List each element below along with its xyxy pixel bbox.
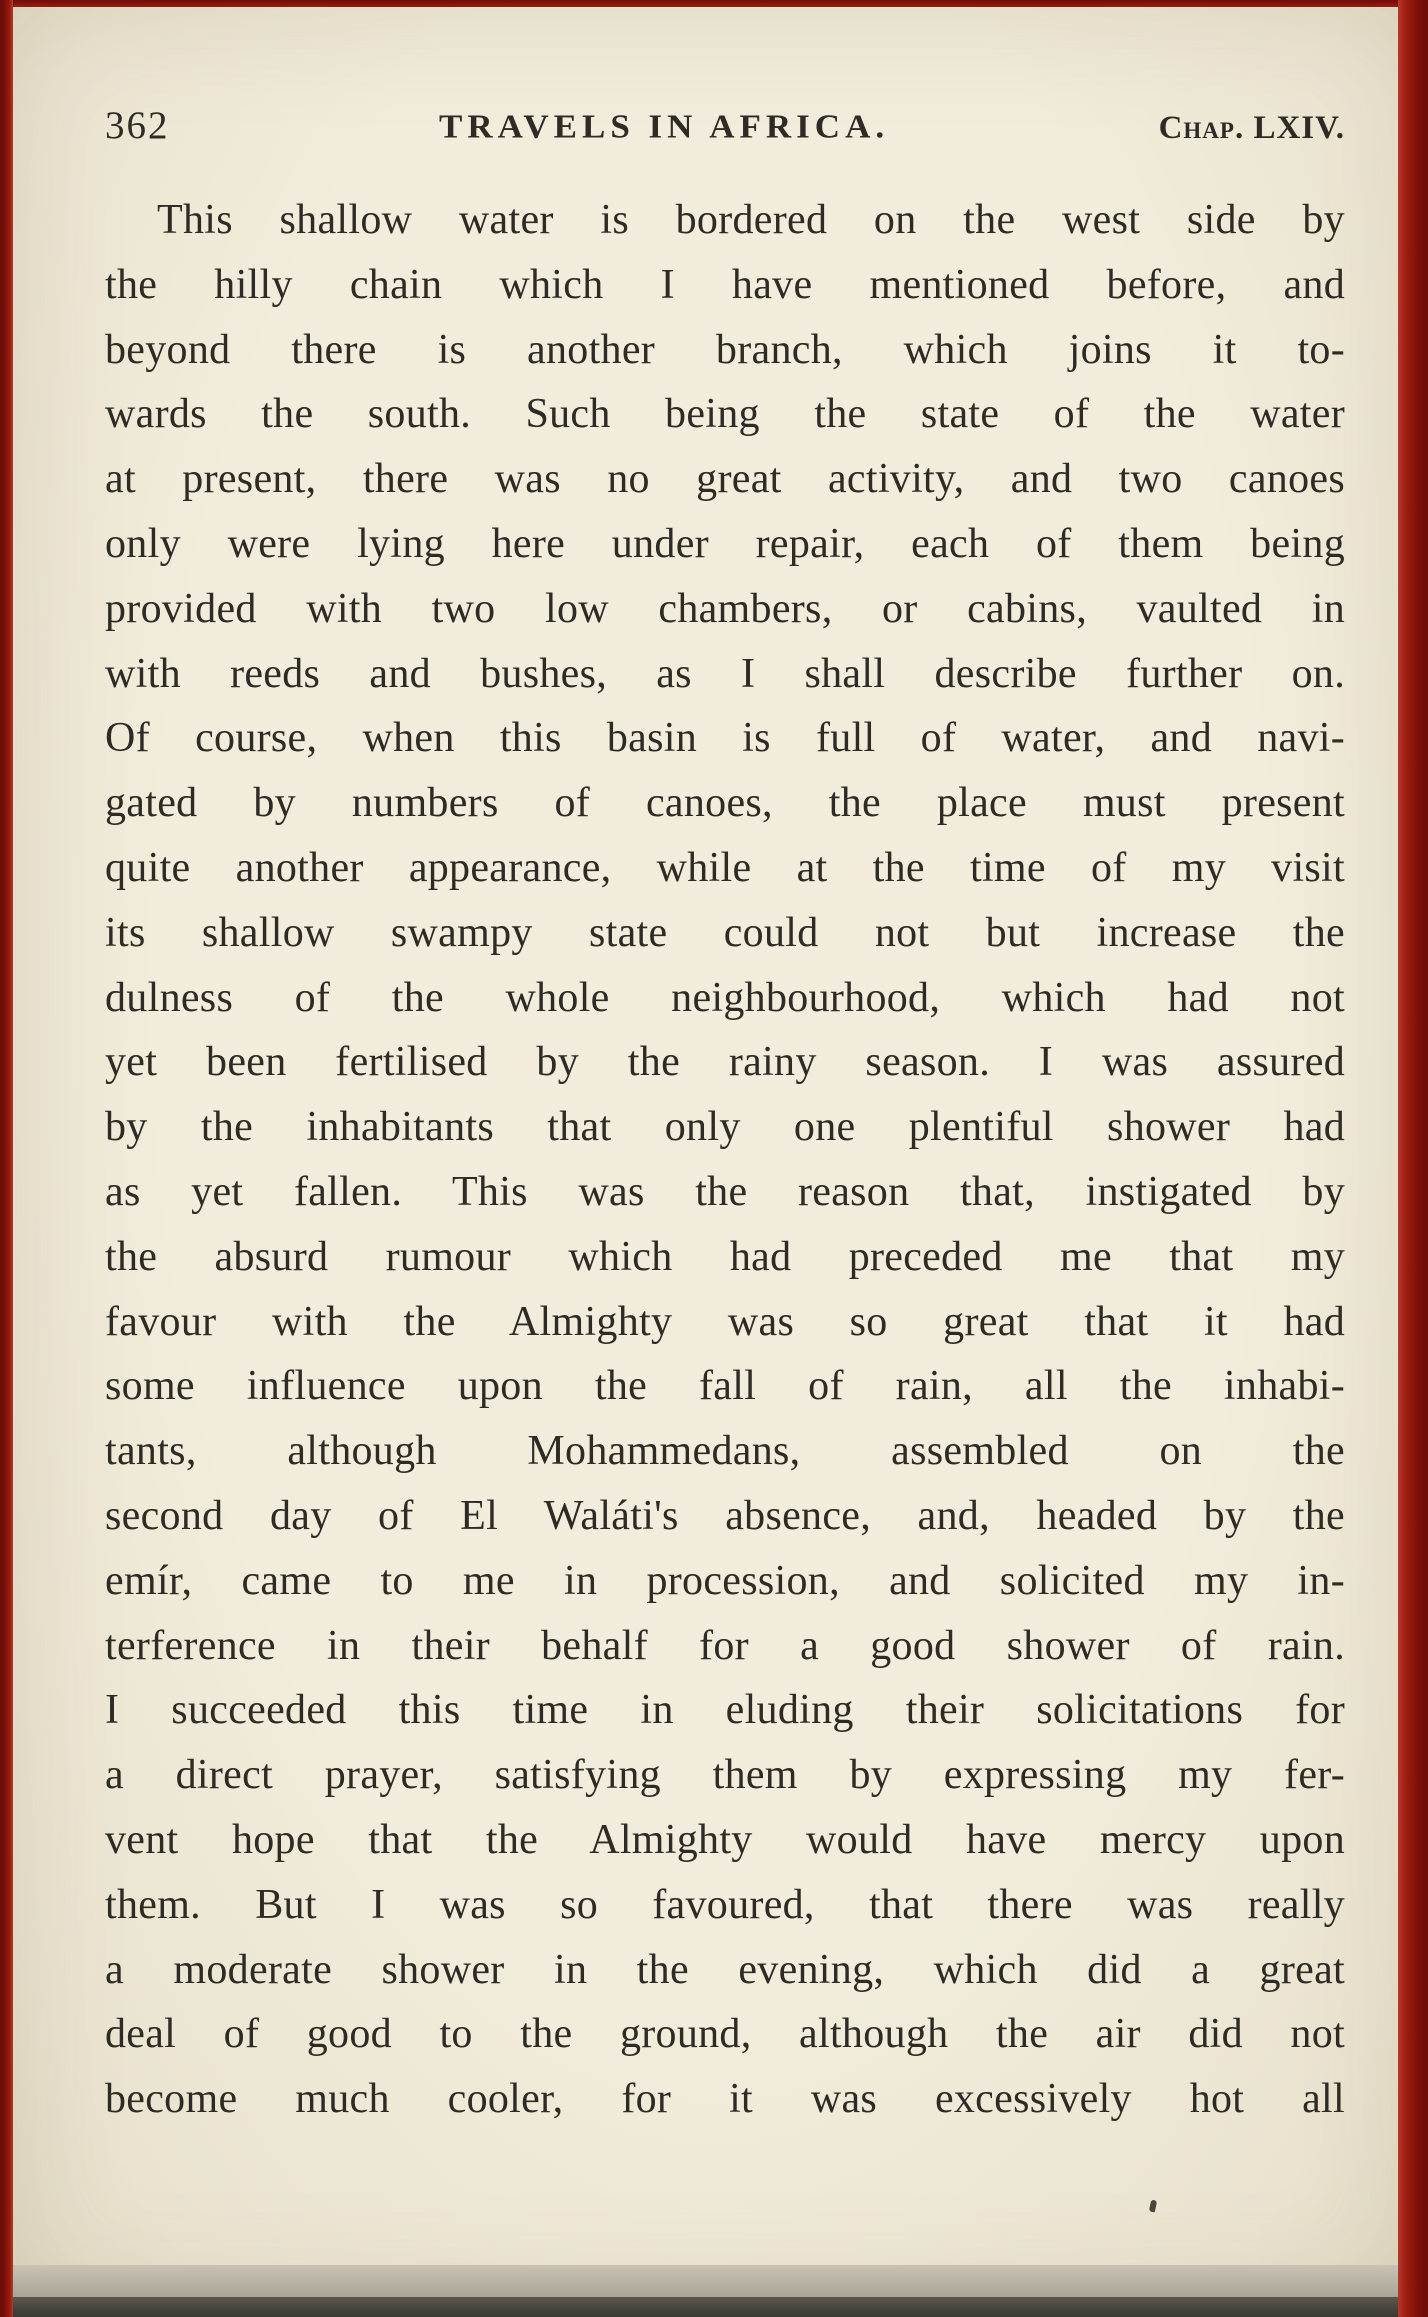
page-header: [105, 106, 1345, 145]
text-line: vent hope that the Almighty would have mercy upon: [105, 1816, 1345, 1863]
scan-strip-dark: [0, 2297, 1428, 2317]
text-line: with reeds and bushes, as I shall describe further on.: [105, 650, 1345, 697]
text-line: emír, came to me in procession, and solicited my in-: [105, 1557, 1345, 1604]
text-line: yet been fertilised by the rainy season. I was assured: [105, 1039, 1345, 1086]
page-edge-top: [0, 0, 1428, 7]
text-line: become much cooler, for it was excessively hot all: [105, 2076, 1345, 2123]
text-line: I succeeded this time in eluding their solicitations for: [105, 1687, 1345, 1734]
text-line: them. But I was so favoured, that there was really: [105, 1881, 1345, 1928]
text-line: a moderate shower in the evening, which did a great: [105, 1946, 1345, 1993]
text-line: as yet fallen. This was the reason that, instigated by: [105, 1168, 1345, 1215]
text-line: second day of El Waláti's absence, and, headed by the: [105, 1492, 1345, 1539]
text-line: dulness of the whole neighbourhood, which had not: [105, 974, 1345, 1021]
text-line: tants, although Mohammedans, assembled on the: [105, 1428, 1345, 1475]
text-line: some influence upon the fall of rain, all the inhabi-: [105, 1363, 1345, 1410]
page-edge-left: [0, 0, 13, 2317]
body-text: [105, 188, 1345, 2132]
ink-speck: [1149, 2200, 1157, 2213]
text-line: gated by numbers of canoes, the place must present: [105, 780, 1345, 827]
text-line: at present, there was no great activity, and two canoes: [105, 456, 1345, 503]
text-line: the absurd rumour which had preceded me that my: [105, 1233, 1345, 1280]
text-line: deal of good to the ground, although the air did not: [105, 2011, 1345, 2058]
text-line: quite another appearance, while at the time of my visit: [105, 844, 1345, 891]
scan-strip-light: [0, 2265, 1428, 2297]
text-line: Of course, when this basin is full of water, and navi-: [105, 715, 1345, 762]
text-line: the hilly chain which I have mentioned before, and: [105, 261, 1345, 308]
text-line: only were lying here under repair, each of them being: [105, 520, 1345, 567]
text-line: This shallow water is bordered on the west side by: [157, 197, 1345, 243]
page-edge-right: [1398, 0, 1428, 2317]
text-line: wards the south. Such being the state of the water: [105, 391, 1345, 438]
running-title: TRAVELS IN AFRICA.: [438, 107, 890, 146]
text-line: favour with the Almighty was so great that it had: [105, 1298, 1345, 1345]
text-line: provided with two low chambers, or cabins, vaulted in: [105, 585, 1345, 632]
page-content: [105, 0, 1345, 2132]
page-number: 362: [105, 104, 170, 147]
text-line: terference in their behalf for a good shower of rain.: [105, 1622, 1345, 1669]
text-line: a direct prayer, satisfying them by expressing my fer-: [105, 1752, 1345, 1799]
text-line: by the inhabitants that only one plentiful shower had: [105, 1104, 1345, 1151]
text-line: beyond there is another branch, which joins it to-: [105, 326, 1345, 373]
text-line: its shallow swampy state could not but increase the: [105, 909, 1345, 956]
chapter-label: Chap. LXIV.: [1158, 110, 1345, 146]
